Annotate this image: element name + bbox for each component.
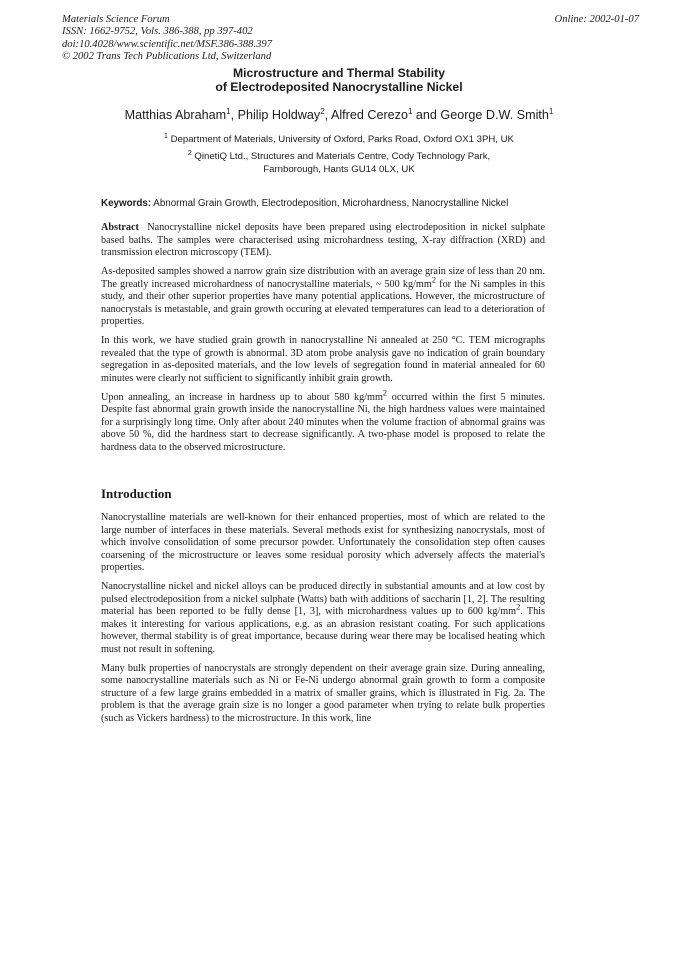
- journal-header: [62, 14, 272, 64]
- keywords: [101, 198, 581, 209]
- abstract-paragraph: [101, 222, 545, 260]
- affiliation-2: [0, 150, 678, 176]
- author-name: George D.W. Smith: [440, 108, 549, 122]
- author-affiliation-mark: 2: [320, 106, 325, 116]
- author-separator: and: [412, 108, 441, 122]
- author-affiliation-mark: 1: [548, 106, 554, 116]
- abstract-text: occurred within the first 5 minutes. Despite fast abnormal grain growth inside the nanocrystalline Ni, the high hardness values were maintained for a surprisingly long time. Only after about 240 minutes when the volume fraction of abnormal grains was above 50 %, did the hardness start to decrease significantly. A two-phase model is proposed to relate the hardness data to the observed microstructure.: [101, 391, 545, 453]
- issn-line: ISSN: 1662-9752, Vols. 386-388, pp 397-402: [62, 26, 253, 38]
- affiliation-1: [0, 133, 678, 146]
- affiliation-text: Department of Materials, University of Oxford, Parks Road, Oxford OX1 3PH, UK: [170, 134, 514, 145]
- body-paragraph: [101, 581, 545, 656]
- affiliation-text: QinetiQ Ltd., Structures and Materials Centre, Cody Technology Park,: [194, 151, 491, 162]
- body-paragraph: Many bulk properties of nanocrystals are strongly dependent on their average grain size. During annealing, some nanocrystalline materials such as Ni or Fe-Ni undergo abnormal grain growth to form a composite structure of a few large grains embedded in a matrix of smaller grains, which is illustrated in Fig. 2a. The problem is that the average grain size is no longer a good parameter when trying to relate bulk properties (such as Vickers hardness) to the microstructure. In this work, line: [101, 662, 545, 724]
- affiliation-number: 2: [187, 149, 192, 157]
- online-date: Online: 2002-01-07: [554, 14, 639, 25]
- abstract-text: Upon annealing, an increase in hardness up to about 580 kg/mm: [101, 391, 383, 403]
- keywords-text: Abnormal Grain Growth, Electrodeposition, Microhardness, Nanocrystalline Nickel: [153, 198, 509, 209]
- author-name: Philip Holdway: [237, 108, 321, 122]
- title-line-1: Microstructure and Thermal Stability: [233, 66, 445, 80]
- abstract-paragraph: [101, 387, 545, 455]
- superscript: 2: [516, 601, 521, 612]
- introduction-heading: Introduction: [101, 486, 172, 501]
- superscript: 2: [431, 274, 437, 285]
- abstract-text: for the Ni samples in this study, and their other superior properties have many potential applications. However, the microstructure of nanocrystals is metastable, and grain growth occuring at elevated temperatures can lead to a deterioration of properties.: [101, 278, 545, 327]
- body-text: Nanocrystalline nickel and nickel alloys can be produced directly in substantial amounts and at low cost by pulsed electrodeposition from a nickel sulphate (Watts) bath with additions of saccharin [1, 2]. The resulting material has been reported to be fully dense [1, 3], with microhardness values up to 600 kg/mm: [101, 581, 545, 617]
- affiliation-text: Farnborough, Hants GU14 0LX, UK: [263, 164, 415, 175]
- abstract-text: Nanocrystalline nickel deposits have been prepared using electrodeposition in nickel sulphate based baths. The samples were characterised using microhardness testing, X-ray diffraction (XRD) and transmission electron microscopy (TEM).: [101, 222, 545, 258]
- body-paragraph: Nanocrystalline materials are well-known for their enhanced properties, most of which are related to the large number of interfaces in these materials. Several methods exist for synthesizing nanocrystals, most of which involve consolidation of some precursor powder. Unfortunately the consolidation step often causes coarsening of the microstructure or leaves some residual porosity which adversely affects the material's properties.: [101, 512, 545, 573]
- doi-link[interactable]: doi:10.4028/www.scientific.net/MSF.386-388.397: [62, 38, 272, 50]
- body-text: . This makes it interesting for various applications, e.g. as an abrasion resistant coating. For such applications however, thermal stability is of great importance, because during wear there may be localised heating which must not result in softening.: [101, 606, 545, 655]
- author-affiliation-mark: 1: [407, 106, 413, 116]
- author-separator: ,: [230, 108, 238, 122]
- author-affiliation-mark: 1: [226, 106, 231, 116]
- abstract: [101, 222, 545, 461]
- author-separator: ,: [324, 108, 331, 122]
- abstract-paragraph: [101, 266, 545, 329]
- affiliation-number: 1: [164, 132, 168, 140]
- introduction-body: [101, 512, 545, 732]
- abstract-label: Abstract: [101, 222, 139, 233]
- paper-title: [0, 66, 678, 94]
- author-list: [0, 108, 678, 122]
- author-name: Alfred Cerezo: [330, 108, 408, 122]
- title-line-2: of Electrodeposited Nanocrystalline Nickel: [215, 80, 463, 94]
- abstract-text: As-deposited samples showed a narrow grain size distribution with an average grain size of less than 20 nm. The greatly increased microhardness of nanocrystalline materials, ~ 500 kg/mm: [101, 266, 545, 290]
- keywords-label: Keywords:: [101, 198, 152, 209]
- author-name: Matthias Abraham: [124, 108, 227, 122]
- abstract-paragraph: In this work, we have studied grain growth in nanocrystalline Ni annealed at 250 °C. TEM micrographs revealed that the type of growth is abnormal. 3D atom probe analysis gave no indication of grain boundary segregation in as-deposited materials, and the low levels of segregation found in material annealed for 60 minutes were clearly not sufficient to significantly inhibit grain growth.: [101, 335, 545, 384]
- superscript: 2: [382, 387, 388, 398]
- journal-name: Materials Science Forum: [62, 14, 170, 25]
- copyright-line: © 2002 Trans Tech Publications Ltd, Switzerland: [62, 51, 272, 63]
